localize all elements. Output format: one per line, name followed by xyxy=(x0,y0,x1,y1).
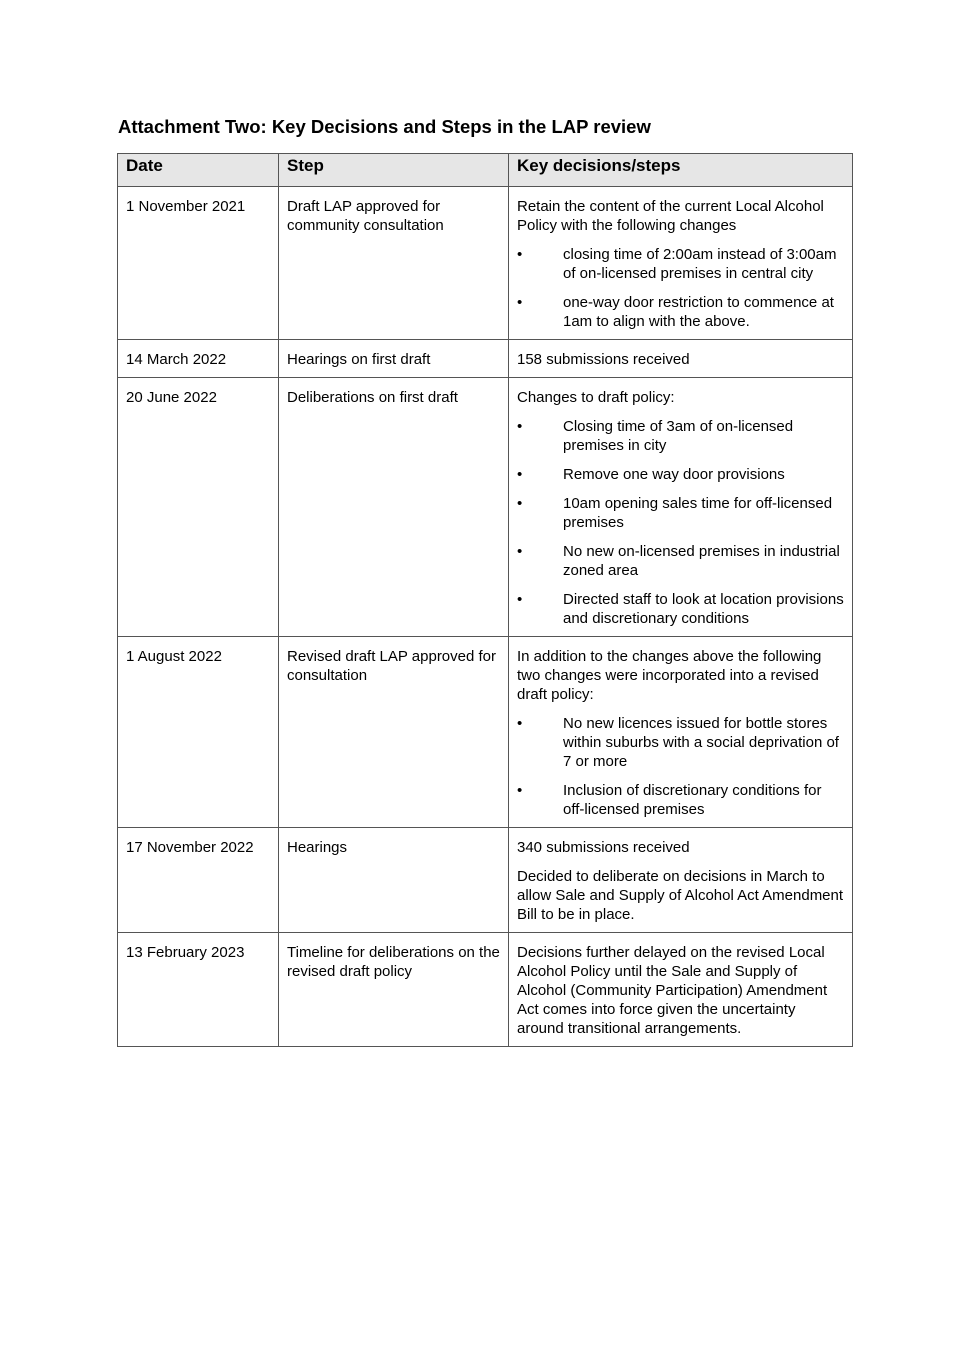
table-row xyxy=(118,933,853,1047)
page-title: Attachment Two: Key Decisions and Steps in the LAP review xyxy=(118,116,651,137)
table-row xyxy=(118,187,853,340)
cell-date: 14 March 2022 xyxy=(118,340,279,378)
decision-paragraph: 340 submissions received xyxy=(517,839,690,856)
column-header-key-decisions: Key decisions/steps xyxy=(509,154,853,187)
list-item-text: Directed staff to look at location provisions and discretionary conditions xyxy=(563,591,844,627)
list-item-text: Closing time of 3am of on-licensed premises in city xyxy=(563,418,794,454)
cell-step: Revised draft LAP approved for consultation xyxy=(279,637,509,828)
list-item xyxy=(517,781,844,819)
bullet-icon: • xyxy=(517,715,523,732)
decision-bullet-list xyxy=(517,417,844,628)
cell-key-decisions xyxy=(509,933,853,1047)
list-item xyxy=(517,590,844,628)
key-decisions-table xyxy=(117,153,853,1047)
decision-bullet-list xyxy=(517,714,844,819)
decision-paragraph: Retain the content of the current Local Alcohol Policy with the following changes xyxy=(517,198,824,234)
cell-date: 1 August 2022 xyxy=(118,637,279,828)
decision-paragraph: Changes to draft policy: xyxy=(517,389,675,406)
cell-step: Draft LAP approved for community consultation xyxy=(279,187,509,340)
bullet-icon: • xyxy=(517,418,523,435)
list-item xyxy=(517,465,844,484)
cell-step: Hearings on first draft xyxy=(279,340,509,378)
list-item xyxy=(517,494,844,532)
bullet-icon: • xyxy=(517,591,523,608)
table-body xyxy=(118,187,853,1047)
decision-paragraph: In addition to the changes above the following two changes were incorporated into a revised draft policy: xyxy=(517,648,822,703)
list-item-text: No new on-licensed premises in industrial zoned area xyxy=(563,543,840,579)
table-row xyxy=(118,378,853,637)
cell-date: 1 November 2021 xyxy=(118,187,279,340)
bullet-icon: • xyxy=(517,294,523,311)
table-header-row xyxy=(118,154,853,187)
decision-paragraph: Decided to deliberate on decisions in March to allow Sale and Supply of Alcohol Act Amendment Bill to be in place. xyxy=(517,868,844,923)
decision-paragraph: Decisions further delayed on the revised Local Alcohol Policy until the Sale and Supply of Alcohol (Community Participation) Amendment Act comes into force given the uncertainty around transitional arrangements. xyxy=(517,944,828,1037)
list-item-text: one-way door restriction to commence at 1am to align with the above. xyxy=(563,294,834,330)
cell-key-decisions xyxy=(509,637,853,828)
bullet-icon: • xyxy=(517,543,523,560)
table-row xyxy=(118,637,853,828)
table-row xyxy=(118,340,853,378)
cell-key-decisions xyxy=(509,378,853,637)
cell-key-decisions xyxy=(509,340,853,378)
column-header-date: Date xyxy=(118,154,279,187)
cell-key-decisions xyxy=(509,828,853,933)
list-item-text: Inclusion of discretionary conditions for off-licensed premises xyxy=(563,782,822,818)
list-item-text: No new licences issued for bottle stores within suburbs with a social deprivation of 7 or more xyxy=(563,715,839,770)
list-item xyxy=(517,714,844,771)
cell-date: 13 February 2023 xyxy=(118,933,279,1047)
column-header-step: Step xyxy=(279,154,509,187)
list-item xyxy=(517,542,844,580)
list-item xyxy=(517,417,844,455)
list-item xyxy=(517,293,844,331)
cell-date: 17 November 2022 xyxy=(118,828,279,933)
cell-step: Deliberations on first draft xyxy=(279,378,509,637)
decision-paragraph: 158 submissions received xyxy=(517,351,690,368)
list-item-text: Remove one way door provisions xyxy=(563,466,785,483)
list-item xyxy=(517,245,844,283)
bullet-icon: • xyxy=(517,782,523,799)
bullet-icon: • xyxy=(517,495,523,512)
bullet-icon: • xyxy=(517,466,523,483)
table-row xyxy=(118,828,853,933)
list-item-text: 10am opening sales time for off-licensed premises xyxy=(563,495,833,531)
bullet-icon: • xyxy=(517,246,523,263)
list-item-text: closing time of 2:00am instead of 3:00am of on-licensed premises in central city xyxy=(563,246,837,282)
cell-step: Hearings xyxy=(279,828,509,933)
cell-step: Timeline for deliberations on the revised draft policy xyxy=(279,933,509,1047)
decision-bullet-list xyxy=(517,245,844,331)
cell-key-decisions xyxy=(509,187,853,340)
cell-date: 20 June 2022 xyxy=(118,378,279,637)
